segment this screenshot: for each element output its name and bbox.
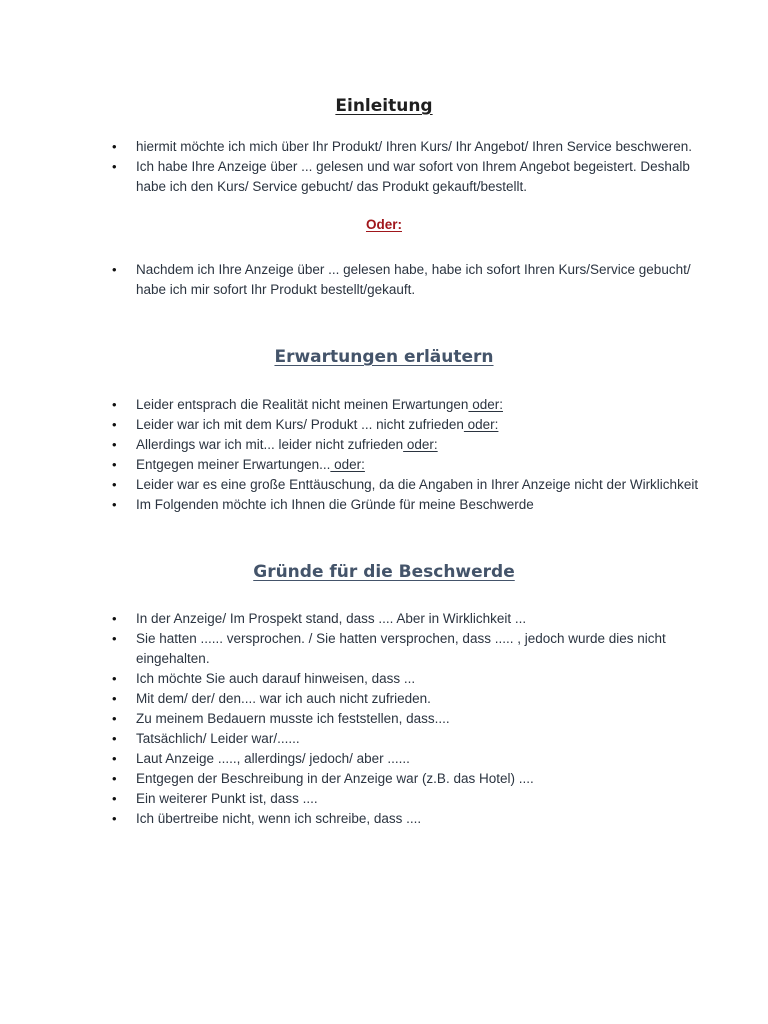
list-item	[112, 475, 702, 495]
einleitung-list-a	[112, 137, 702, 197]
erwartungen-list	[112, 395, 702, 515]
list-item: • Ich habe Ihre Anzeige über ... gelesen und war sofort von Ihrem Angebot begeistert. Deshalb habe ich den Kurs/ Service gebucht/ das Produkt gekauft/bestellt.	[112, 157, 702, 197]
list-item: • Ein weiterer Punkt ist, dass ....	[112, 789, 702, 809]
list-item	[112, 395, 702, 415]
gruende-list	[112, 609, 702, 829]
list-item-text: Leider war es eine große Enttäuschung, da die Angaben in Ihrer Anzeige nicht der Wirklichkeit	[136, 477, 699, 492]
list-item: • Tatsächlich/ Leider war/......	[112, 729, 702, 749]
oder-suffix: oder:	[468, 397, 503, 412]
heading-einleitung: Einleitung	[335, 96, 433, 116]
heading-gruende: Gründe für die Beschwerde	[253, 562, 515, 582]
list-item-text: Im Folgenden möchte ich Ihnen die Gründe für meine Beschwerde	[136, 497, 534, 512]
list-item-text: Allerdings war ich mit... leider nicht zufrieden	[136, 437, 404, 452]
list-item-text: Entgegen meiner Erwartungen...	[136, 457, 331, 472]
list-item: • Sie hatten ...... versprochen. / Sie hatten versprochen, dass ..... , jedoch wurde dies nicht eingehalten.	[112, 629, 702, 669]
list-item: • Ich möchte Sie auch darauf hinweisen, dass ...	[112, 669, 702, 689]
list-item: • hiermit möchte ich mich über Ihr Produkt/ Ihren Kurs/ Ihr Angebot/ Ihren Service beschweren.	[112, 137, 702, 157]
list-item-text: Leider war ich mit dem Kurs/ Produkt ... nicht zufrieden	[136, 417, 464, 432]
list-item: • Nachdem ich Ihre Anzeige über ... gelesen habe, habe ich sofort Ihren Kurs/Service gebucht/ habe ich mir sofort Ihr Produkt bestellt/gekauft.	[112, 260, 702, 300]
einleitung-list-b	[112, 260, 702, 300]
list-item	[112, 455, 702, 475]
list-item	[112, 495, 702, 515]
oder-suffix: oder:	[403, 437, 438, 452]
oder-separator: Oder:	[365, 217, 402, 232]
list-item	[112, 415, 702, 435]
list-item-text: Leider entsprach die Realität nicht meinen Erwartungen	[136, 397, 469, 412]
list-item: • Entgegen der Beschreibung in der Anzeige war (z.B. das Hotel) ....	[112, 769, 702, 789]
list-item: • Laut Anzeige ....., allerdings/ jedoch/ aber ......	[112, 749, 702, 769]
oder-suffix: oder:	[330, 457, 365, 472]
list-item: • Ich übertreibe nicht, wenn ich schreibe, dass ....	[112, 809, 702, 829]
heading-erwartungen: Erwartungen erläutern	[274, 347, 494, 367]
list-item: • Zu meinem Bedauern musste ich feststellen, dass....	[112, 709, 702, 729]
list-item: • Mit dem/ der/ den.... war ich auch nicht zufrieden.	[112, 689, 702, 709]
list-item: • In der Anzeige/ Im Prospekt stand, dass .... Aber in Wirklichkeit ...	[112, 609, 702, 629]
list-item	[112, 435, 702, 455]
oder-suffix: oder:	[463, 417, 499, 432]
